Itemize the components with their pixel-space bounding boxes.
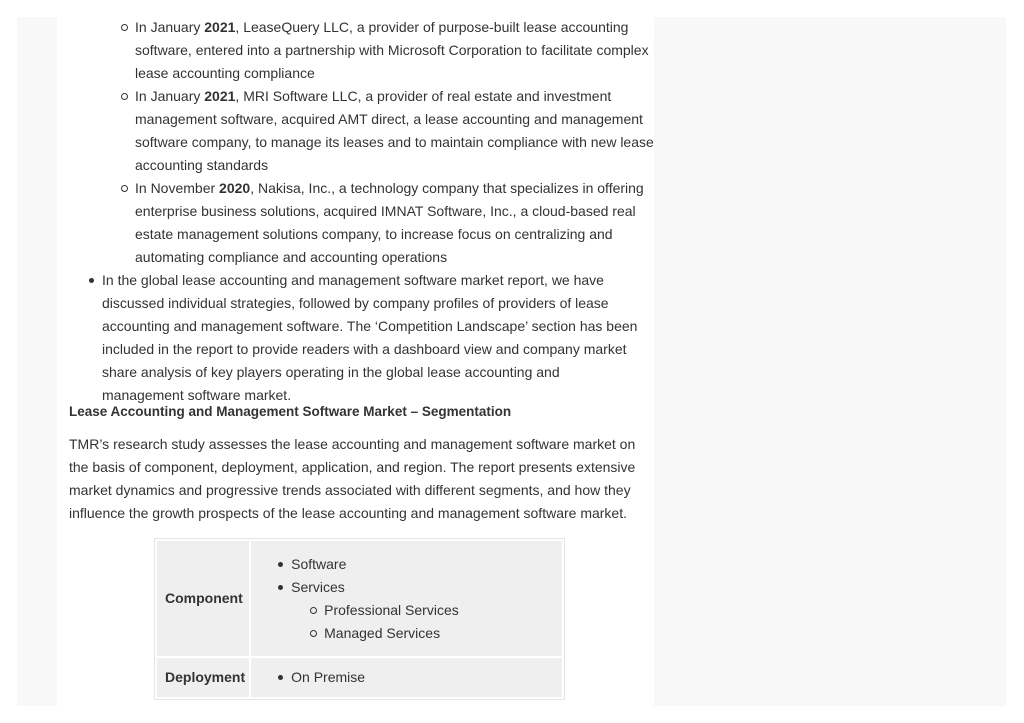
deployment-values: [251, 658, 562, 697]
article-content: [57, 17, 654, 706]
disc-bullet-icon: [89, 278, 94, 283]
event-prefix: In November: [135, 180, 220, 196]
disc-bullet-icon: [278, 562, 283, 567]
event-prefix: In January: [135, 88, 205, 104]
list-item: [291, 666, 562, 689]
deployment-label: Deployment: [157, 658, 249, 697]
table-row: [157, 658, 562, 697]
right-sidebar: [655, 17, 1006, 706]
event-item: [135, 177, 654, 269]
event-prefix: In January: [135, 19, 205, 35]
event-text: , Nakisa, Inc., a technology company that specializes in offering enterprise business solutions, acquired IMNAT Software, Inc., a cloud-based real estate management solutions company, to increase focus on centralizing and automating compliance and accounting operations: [135, 180, 644, 265]
disc-bullet-icon: [278, 675, 283, 680]
circle-bullet-icon: [310, 630, 317, 637]
list-item: [102, 17, 654, 269]
component-list: [251, 553, 562, 645]
key-developments-list: [102, 17, 654, 407]
deployment-item: On Premise: [291, 669, 366, 685]
circle-bullet-icon: [121, 185, 128, 192]
service-item: Managed Services: [324, 624, 441, 641]
table-row: [157, 541, 562, 656]
segmentation-heading: Lease Accounting and Management Software Market – Segmentation: [69, 404, 512, 419]
list-item: [291, 553, 562, 576]
event-text: , LeaseQuery LLC, a provider of purpose-built lease accounting software, entered into a partnership with Microsoft Corporation to facilitate complex lease accounting compliance: [135, 19, 649, 81]
segmentation-paragraph: TMR’s research study assesses the lease accounting and management software market on the basis of component, deployment, application, and region. The report presents extensive market dynamics and progressive trends associated with different segments, and how they influence the growth prospects of the lease accounting and management software market.: [69, 436, 636, 521]
circle-bullet-icon: [121, 93, 128, 100]
disc-bullet-icon: [278, 585, 283, 590]
report-bullet-text: In the global lease accounting and management software market report, we have discussed individual strategies, followed by company profiles of providers of lease accounting and management software. The ‘Competition Landscape’ section has been included in the report to provide readers with a dashboard view and company market share analysis of key players operating in the global lease accounting and management software market.: [102, 272, 638, 403]
list-item: [324, 599, 562, 622]
event-item: [135, 17, 654, 85]
service-item: Professional Services: [324, 601, 459, 618]
circle-bullet-icon: [121, 24, 128, 31]
component-item: Software: [291, 555, 347, 572]
events-sublist: [135, 17, 654, 269]
event-year: 2021: [204, 19, 236, 35]
component-item: Services: [291, 578, 345, 595]
deployment-list: [251, 666, 562, 689]
services-sublist: [291, 599, 562, 645]
component-label: Component: [157, 541, 249, 656]
event-text: , MRI Software LLC, a provider of real estate and investment management software, acquired AMT direct, a lease accounting and management software company, to manage its leases and to maintain compliance with new lease accounting standards: [135, 88, 654, 173]
segmentation-table: [154, 538, 565, 700]
component-values: [251, 541, 562, 656]
list-item: [102, 269, 642, 407]
event-year: 2021: [204, 88, 236, 104]
list-item: [291, 576, 562, 645]
event-item: [135, 85, 654, 177]
list-item: [324, 622, 562, 645]
event-year: 2020: [219, 180, 251, 196]
circle-bullet-icon: [310, 607, 317, 614]
